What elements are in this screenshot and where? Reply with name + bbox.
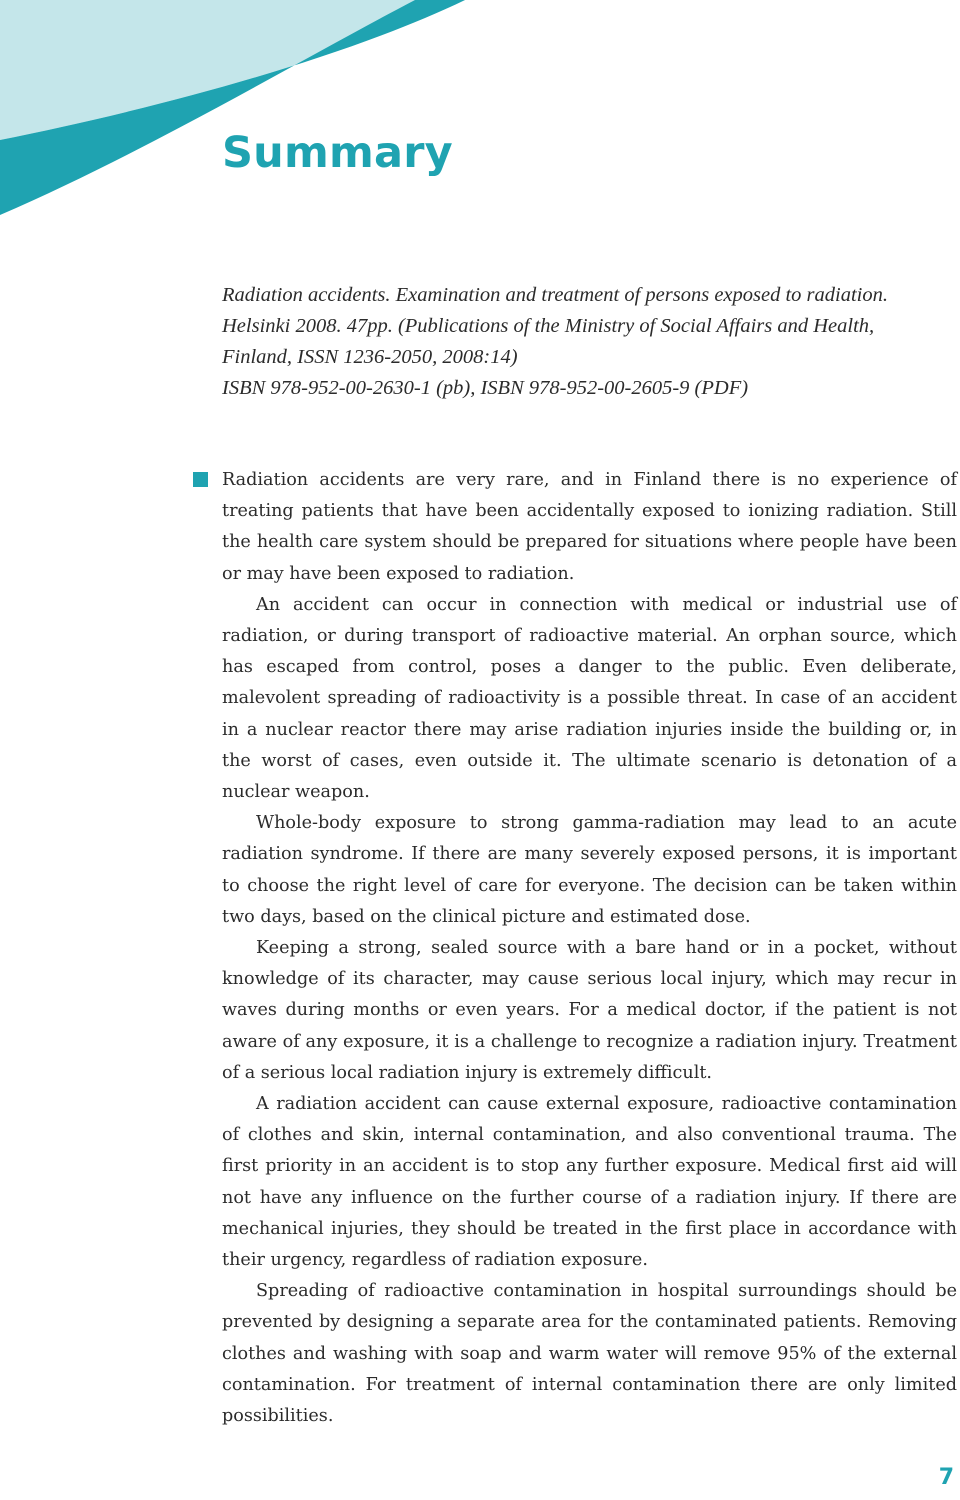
body-paragraph: An accident can occur in connection with medical or industrial use of radiation, or during transport of radioactive material. An orphan source, which has escaped from control, poses a danger to the public. Even deliberate, malevolent spreading of radioactivity is a possible threat. In case of an accident in a nuclear reactor there may arise radiation injuries inside the building or, in the worst of cases, even outside it. The ultimate scenario is detonation of a nuclear weapon. — [222, 594, 957, 803]
summary-body — [222, 465, 957, 1432]
citation-line: ISBN 978-952-00-2630-1 (pb), ISBN 978-952-00-2605-9 (PDF) — [222, 377, 749, 399]
corner-decoration — [0, 0, 480, 240]
body-paragraph: Whole-body exposure to strong gamma-radiation may lead to an acute radiation syndrome. If there are many severely exposed persons, it is important to choose the right level of care for everyone. The decision can be taken within two days, based on the clinical picture and estimated dose. — [222, 813, 957, 927]
body-paragraph: Radiation accidents are very rare, and in Finland there is no experience of treating patients that have been accidentally exposed to ionizing radiation. Still the health care system should be prepared for situations where people have been or may have been exposed to radiation. — [222, 470, 957, 584]
citation-line: Helsinki 2008. 47pp. (Publications of the Ministry of Social Affairs and Health, — [222, 315, 875, 337]
citation-line: Finland, ISSN 1236-2050, 2008:14) — [222, 346, 518, 368]
body-paragraph: Keeping a strong, sealed source with a bare hand or in a pocket, without knowledge of its character, may cause serious local injury, which may recur in waves during months or even years. For a medical doctor, if the patient is not aware of any exposure, it is a challenge to recognize a radiation injury. Treatment of a serious local radiation injury is extremely difficult. — [222, 938, 957, 1083]
page-number: 7 — [938, 1465, 954, 1490]
citation-block — [222, 280, 960, 404]
body-paragraph: A radiation accident can cause external exposure, radioactive contamination of clothes and skin, internal contamination, and also conventional trauma. The first priority in an accident is to stop any further exposure. Medical first aid will not have any influence on the further course of a radiation injury. If there are mechanical injuries, they should be treated in the first place in accordance with their urgency, regardless of radiation exposure. — [222, 1094, 957, 1271]
page-title: Summary — [222, 128, 453, 178]
square-bullet-icon — [193, 472, 208, 487]
body-paragraph: Spreading of radioactive contamination in hospital surroundings should be prevented by designing a separate area for the contaminated patients. Removing clothes and washing with soap and warm water will remove 95% of the external contamination. For treatment of internal contamination there are only limited possibilities. — [222, 1281, 957, 1427]
citation-line: Radiation accidents. Examination and treatment of persons exposed to radiation. — [222, 284, 888, 306]
